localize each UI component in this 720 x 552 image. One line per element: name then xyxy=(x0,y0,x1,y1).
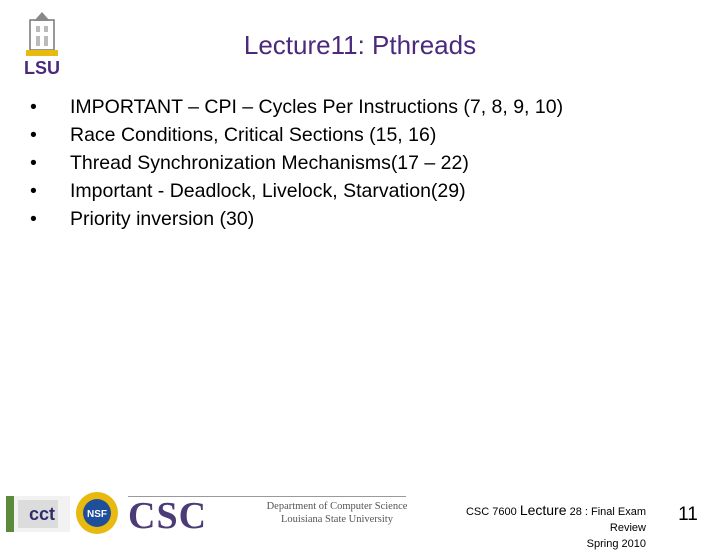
bullet-text: Thread Synchronization Mechanisms(17 – 22) xyxy=(70,152,469,174)
page-number: 11 xyxy=(678,504,698,525)
bullet-glyph: • xyxy=(30,208,37,230)
footer-term: Spring 2010 xyxy=(586,538,646,550)
university-line: Louisiana State University xyxy=(281,514,393,525)
bullet-glyph: • xyxy=(30,96,37,118)
footer-course-line xyxy=(436,502,646,536)
svg-text:LSU: LSU xyxy=(24,58,60,78)
footer-course-info xyxy=(436,502,646,552)
bullet-text: Important - Deadlock, Livelock, Starvation(29) xyxy=(70,180,466,202)
course-lecture-label: Lecture xyxy=(519,502,567,518)
bullet-item xyxy=(30,94,680,120)
svg-text:NSF: NSF xyxy=(87,509,107,520)
bullet-text: Race Conditions, Critical Sections (15, 16) xyxy=(70,124,437,146)
cct-logo xyxy=(6,492,70,536)
svg-text:cct: cct xyxy=(28,504,56,524)
bullet-text: IMPORTANT – CPI – Cycles Per Instructions (7, 8, 9, 10) xyxy=(70,96,564,118)
slide-title: Lecture11: Pthreads xyxy=(243,30,477,60)
nsf-logo xyxy=(74,490,120,536)
bullet-item xyxy=(30,206,680,232)
course-prefix: CSC 7600 xyxy=(465,506,517,518)
bullet-glyph: • xyxy=(30,124,37,146)
bullet-glyph: • xyxy=(30,152,37,174)
bullet-glyph: • xyxy=(30,180,37,202)
department-line: Department of Computer Science xyxy=(266,501,408,512)
bullet-list xyxy=(30,94,680,234)
csc-logo: CSC xyxy=(128,495,208,537)
bullet-text: Priority inversion (30) xyxy=(70,208,255,230)
course-suffix: 28 : Final Exam Review xyxy=(569,506,646,534)
bullet-item xyxy=(30,122,680,148)
bullet-item xyxy=(30,150,680,176)
bullet-item xyxy=(30,178,680,204)
department-logo-text xyxy=(252,500,422,526)
